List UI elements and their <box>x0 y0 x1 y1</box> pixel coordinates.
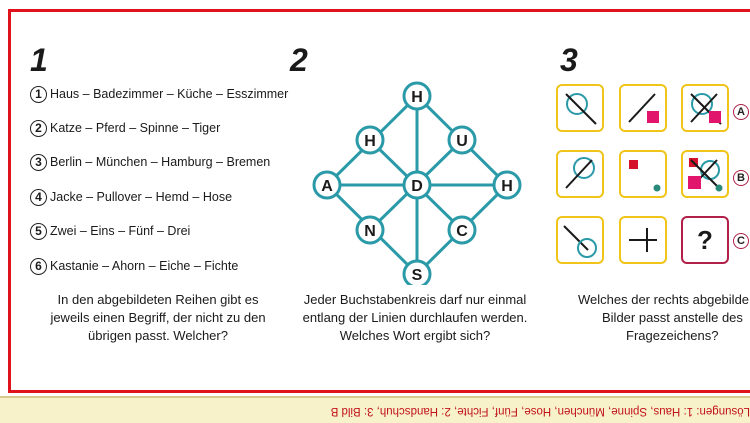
picture-tile <box>681 150 729 198</box>
caption-line: Fragezeichens? <box>626 328 719 343</box>
caption-line: In den abgebildeten Reihen gibt es <box>57 292 259 307</box>
caption-line: Bilder passt anstelle des <box>602 310 743 325</box>
option-b-label: B <box>733 170 749 186</box>
option-c-label: C <box>733 233 749 249</box>
node-letter: N <box>364 223 376 240</box>
list-item <box>30 221 190 241</box>
row-number: 6 <box>30 258 47 275</box>
row-text: Katze – Pferd – Spinne – Tiger <box>50 121 221 135</box>
row-text: Jacke – Pullover – Hemd – Hose <box>50 190 233 204</box>
node-letter: D <box>411 178 423 195</box>
caption-line: entlang der Linien durchlaufen werden. <box>302 310 528 325</box>
picture-tile <box>556 216 604 264</box>
row-text: Berlin – München – Hamburg – Bremen <box>50 155 271 169</box>
puzzle-1-caption <box>28 291 288 345</box>
list-item <box>30 118 220 138</box>
question-tile <box>681 216 729 264</box>
picture-tile <box>619 150 667 198</box>
node-letter: C <box>456 223 468 240</box>
picture-tile <box>556 84 604 132</box>
node-letter: H <box>411 89 423 106</box>
caption-line: jeweils einen Begriff, der nicht zu den <box>50 310 266 325</box>
node-letter: H <box>364 133 376 150</box>
row-text: Kastanie – Ahorn – Eiche – Fichte <box>50 259 239 273</box>
node-letter: A <box>321 178 333 195</box>
answer-bar <box>0 396 750 423</box>
node-letter: S <box>411 267 423 284</box>
puzzle-2-caption <box>290 291 540 345</box>
caption-line: Welches Wort ergibt sich? <box>339 328 491 343</box>
row-number: 1 <box>30 86 47 103</box>
option-a-label: A <box>733 104 749 120</box>
node-letter: H <box>501 178 513 195</box>
puzzle-3-caption <box>578 291 750 345</box>
row-text: Haus – Badezimmer – Küche – Esszimmer <box>50 87 289 101</box>
picture-tile <box>619 84 667 132</box>
picture-tile <box>619 216 667 264</box>
puzzle-3-number: 3 <box>560 42 578 78</box>
letter-diamond-graph <box>305 80 530 285</box>
row-number: 5 <box>30 223 47 240</box>
caption-line: Welches der rechts abgebilde <box>578 292 750 307</box>
answer-line: Lösungen: 1: Haus, Spinne, München, Hose, Fünf, Fichte, 2: Handschuh, 3: Bild B <box>330 405 750 417</box>
row-number: 2 <box>30 120 47 137</box>
list-item <box>30 187 232 207</box>
caption-line: übrigen passt. Welcher? <box>88 328 228 343</box>
picture-tile <box>681 84 729 132</box>
puzzle-1-number: 1 <box>30 42 48 78</box>
list-item <box>30 84 288 104</box>
caption-line: Jeder Buchstabenkreis darf nur einmal <box>303 292 527 307</box>
row-number: 3 <box>30 154 47 171</box>
picture-tile <box>556 150 604 198</box>
list-item <box>30 256 238 276</box>
node-letter: U <box>456 133 468 150</box>
row-text: Zwei – Eins – Fünf – Drei <box>50 224 191 238</box>
question-mark: ? <box>697 224 713 255</box>
list-item <box>30 152 270 172</box>
puzzle-2-number: 2 <box>290 42 308 78</box>
row-number: 4 <box>30 189 47 206</box>
